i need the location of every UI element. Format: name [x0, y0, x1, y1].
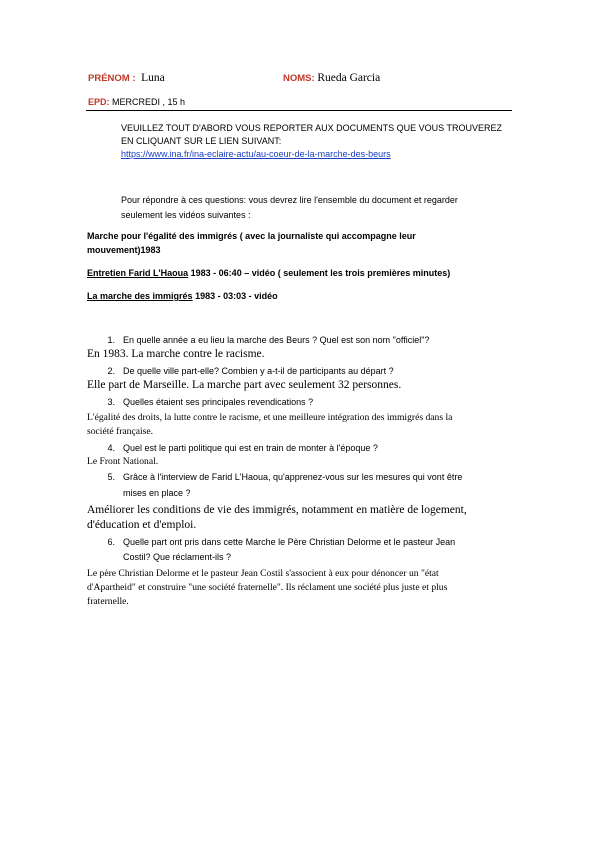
- question-text: De quelle ville part-elle? Combien y a-t-il de participants au départ ?: [123, 366, 394, 376]
- source-2-title[interactable]: Entretien Farid L'Haoua: [87, 268, 189, 278]
- answer-line: d'éducation et d'emploi.: [87, 519, 197, 531]
- question-2: [87, 364, 527, 393]
- question-text: Quelles étaient ses principales revendications ?: [123, 397, 314, 407]
- source-1: [87, 229, 416, 257]
- answer-1: En 1983. La marche contre le racisme.: [87, 348, 265, 360]
- questions-list: [87, 333, 527, 609]
- question-1: [87, 333, 527, 362]
- intro-line-2: EN CLIQUANT SUR LE LIEN SUIVANT:: [121, 136, 282, 146]
- answer-line: fraternelle.: [87, 596, 129, 607]
- instructions: [121, 193, 458, 223]
- source-link[interactable]: https://www.ina.fr/ina-eclaire-actu/au-coeur-de-la-marche-des-beurs: [121, 149, 391, 159]
- question-text: Grâce à l'interview de Farid L'Haoua, qu'apprenez-vous sur les mesures qui vont être: [123, 472, 463, 482]
- question-text: Quelle part ont pris dans cette Marche le Père Christian Delorme et le pasteur Jean: [123, 537, 456, 547]
- epd-row: [88, 97, 185, 107]
- source-2: [87, 268, 450, 278]
- noms-row: [283, 72, 380, 84]
- answer-line: Améliorer les conditions de vie des immigrés, notamment en matière de logement,: [87, 504, 467, 516]
- question-number: 5.: [107, 472, 115, 482]
- source-3-title[interactable]: La marche des immigrés: [87, 291, 193, 301]
- answer-line: société française.: [87, 426, 154, 437]
- answer-line: d'Apartheid" et construire "une société fraternelle". Ils réclament une société plus juste et plus: [87, 582, 448, 593]
- question-text: En quelle année a eu lieu la marche des Beurs ? Quel est son nom "officiel"?: [123, 335, 430, 345]
- prenom-row: [88, 72, 165, 84]
- answer-line: Le père Christian Delorme et le pasteur Jean Costil s'associent à eux pour dénoncer un "état: [87, 568, 439, 579]
- source-2-details: 1983 - 06:40 – vidéo ( seulement les trois premières minutes): [188, 268, 451, 278]
- answer-3: [87, 411, 527, 439]
- question-number: 6.: [107, 537, 115, 547]
- source-3-details: 1983 - 03:03 - vidéo: [192, 291, 278, 301]
- question-text-cont: mises en place ?: [123, 488, 191, 498]
- question-text-cont: Costil? Que réclament-ils ?: [123, 552, 232, 562]
- intro-line-1: VEUILLEZ TOUT D'ABORD VOUS REPORTER AUX DOCUMENTS QUE VOUS TROUVEREZ: [121, 123, 502, 133]
- answer-5: [87, 503, 527, 533]
- source-3: [87, 291, 278, 301]
- noms-value: Rueda Garcia: [317, 72, 381, 84]
- answer-2: Elle part de Marseille. La marche part avec seulement 32 personnes.: [87, 379, 402, 391]
- epd-value: MERCREDI , 15 h: [112, 97, 186, 107]
- instructions-line-1: Pour répondre à ces questions: vous devrez lire l'ensemble du document et regarder: [121, 195, 458, 205]
- question-6: [87, 534, 527, 609]
- answer-line: L'égalité des droits, la lutte contre le racisme, et une meilleure intégration des immigrés dans la: [87, 412, 453, 423]
- answer-6: [87, 567, 527, 609]
- question-number: 4.: [107, 443, 115, 453]
- prenom-label: PRÉNOM :: [88, 73, 136, 84]
- prenom-value: Luna: [141, 72, 165, 84]
- question-number: 2.: [107, 366, 115, 376]
- question-5: [87, 469, 527, 533]
- noms-label: NOMS:: [283, 73, 315, 84]
- epd-label: EPD:: [88, 97, 110, 107]
- instructions-line-2: seulement les vidéos suivantes :: [121, 210, 251, 220]
- question-number: 1.: [107, 335, 115, 345]
- question-4: [87, 441, 527, 469]
- source-1-line-2: mouvement)1983: [87, 245, 161, 255]
- question-text: Quel est le parti politique qui est en train de monter à l'époque ?: [123, 443, 378, 453]
- answer-4: Le Front National.: [87, 456, 159, 467]
- question-3: [87, 395, 527, 439]
- intro-block: [121, 122, 502, 161]
- source-1-line-1: Marche pour l'égalité des immigrés ( avec la journaliste qui accompagne leur: [87, 231, 416, 241]
- question-number: 3.: [107, 397, 115, 407]
- header-divider: [86, 110, 512, 111]
